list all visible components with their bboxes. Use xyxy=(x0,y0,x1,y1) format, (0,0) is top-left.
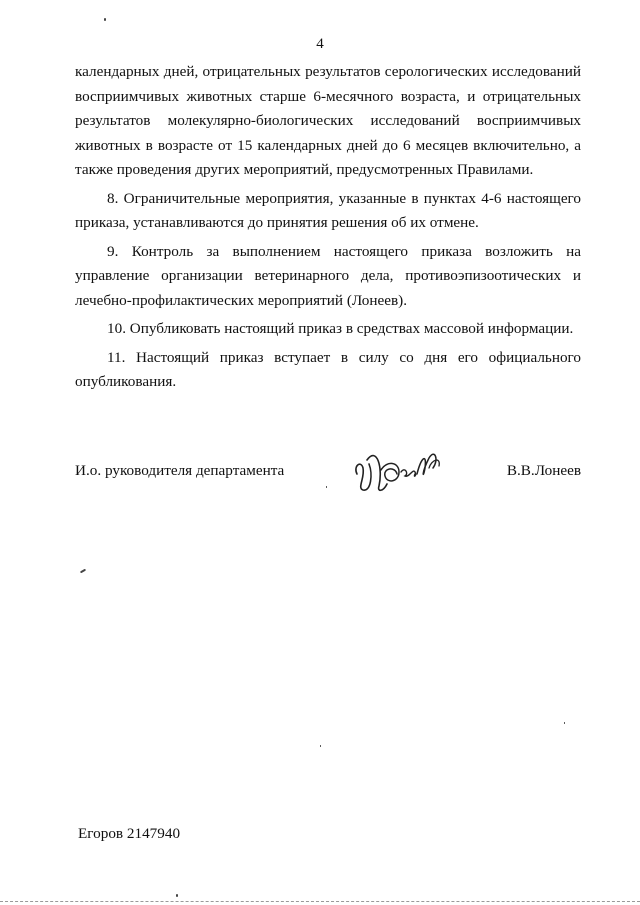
paragraph-continuation: календарных дней, отрицательных результатов серологических исследований восприимчивых животных старше 6-месячного возраста, и отрицательных результатов молекулярно-биологических исследований восприимчивых животных в возрасте от 15 календарных дней до 6 месяцев включительно, а также проведения других мероприятий, предусмотренных Правилами. xyxy=(75,63,581,178)
executor-note: Егоров 2147940 xyxy=(78,825,181,842)
scan-speck xyxy=(104,18,106,21)
scan-speck xyxy=(326,486,327,488)
scan-speck xyxy=(564,722,565,724)
signatory-title: И.о. руководителя департамента xyxy=(75,462,285,479)
handwritten-signature-icon xyxy=(343,438,453,498)
signature-block xyxy=(75,458,581,498)
signatory-name: В.В.Лонеев xyxy=(506,462,581,479)
scan-speck xyxy=(80,569,86,574)
paragraph-8: 8. Ограничительные мероприятия, указанные в пунктах 4-6 настоящего приказа, устанавливаются до принятия решения об их отмене. xyxy=(75,189,581,231)
scan-edge-line xyxy=(0,901,640,902)
page-number: 4 xyxy=(316,36,324,52)
paragraph-11: 11. Настоящий приказ вступает в силу со дня его официального опубликования. xyxy=(75,348,581,390)
scan-speck xyxy=(320,745,321,747)
paragraph-9: 9. Контроль за выполнением настоящего приказа возложить на управление организации ветеринарного дела, противоэпизоотических и лечебно-профилактических мероприятий (Лонеев). xyxy=(75,242,581,309)
paragraph-10: 10. Опубликовать настоящий приказ в средствах массовой информации. xyxy=(107,320,574,337)
scan-speck xyxy=(176,894,178,897)
document-body xyxy=(75,60,581,395)
